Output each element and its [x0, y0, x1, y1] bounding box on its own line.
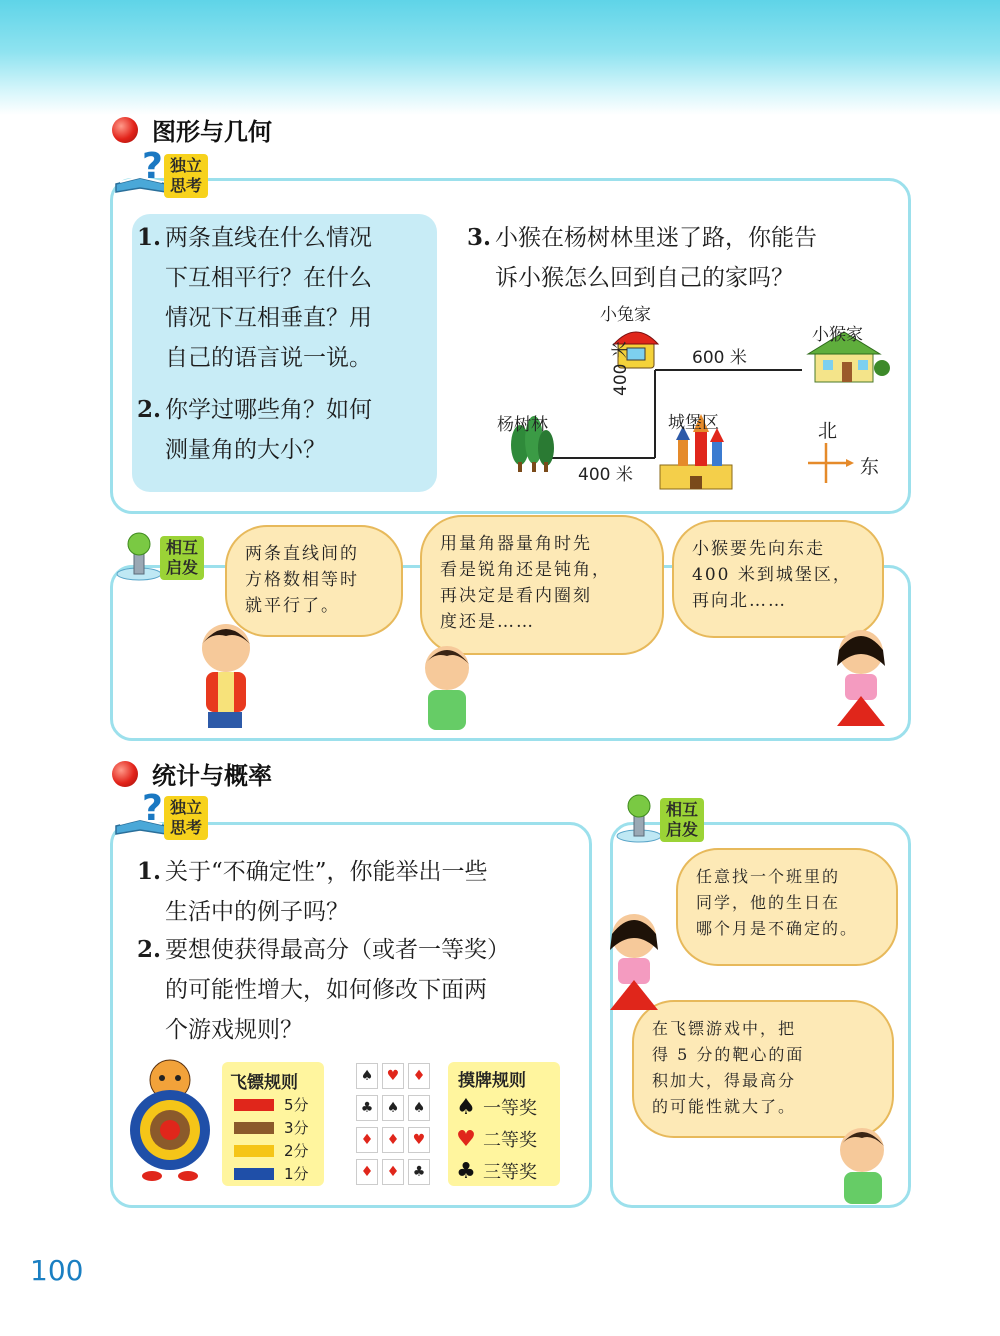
q-line: 两条直线在什么情况: [165, 225, 372, 251]
bubble-line: 度还是……: [440, 612, 535, 632]
boy-character-3: [818, 1122, 904, 1204]
section-heading-geometry: [112, 112, 272, 147]
card-rule-row: [455, 1126, 537, 1152]
question-number: 2.: [137, 936, 162, 963]
q-line: 生活中的例子吗？: [165, 899, 349, 925]
bubble-line: 再决定是看内圈刻: [440, 586, 592, 606]
bubble-line: 得 5 分的靶心的面: [652, 1045, 805, 1064]
badge-line2: 启发: [665, 820, 698, 839]
dart-rules-title: 飞镖规则: [230, 1073, 298, 1093]
question-2: [137, 930, 575, 1050]
heart-icon: ♥: [456, 1126, 476, 1152]
dart-legend-row: [234, 1163, 309, 1184]
prize-label: 三等奖: [483, 1162, 537, 1183]
red-ball-icon: [112, 117, 138, 143]
microphone-icon: [612, 792, 666, 846]
card-diamond-icon: ♦: [382, 1127, 404, 1153]
hint-badge: [612, 792, 704, 846]
speech-bubble-5: [632, 1000, 894, 1138]
card-rules-title: 摸牌规则: [458, 1071, 526, 1091]
boy-character-1: [188, 618, 278, 730]
card-diamond-icon: ♦: [356, 1159, 378, 1185]
color-swatch: [234, 1099, 274, 1111]
color-swatch: [234, 1168, 274, 1180]
dart-score-label: 5分: [284, 1096, 309, 1114]
dart-target-icon: [126, 1058, 214, 1184]
prize-label: 一等奖: [483, 1098, 537, 1119]
color-swatch: [234, 1122, 274, 1134]
question-number: 2.: [137, 396, 162, 423]
label-poplar-forest: 杨树林: [497, 415, 548, 435]
label-east: 东: [860, 456, 880, 478]
question-number: 3.: [467, 224, 492, 251]
q-line: 诉小猴怎么回到自己的家吗？: [495, 265, 794, 291]
red-ball-icon: [112, 761, 138, 787]
question-2: [137, 390, 435, 470]
card-spade-icon: ♠: [382, 1095, 404, 1121]
label-distance-600: 600 米: [692, 348, 747, 368]
card-club-icon: ♣: [356, 1095, 378, 1121]
card-heart-icon: ♥: [382, 1063, 404, 1089]
color-swatch: [234, 1145, 274, 1157]
svg-text:?: ?: [142, 148, 163, 187]
card-spade-icon: ♠: [408, 1095, 430, 1121]
card-diamond-icon: ♦: [408, 1063, 430, 1089]
dart-score-label: 1分: [284, 1165, 309, 1183]
think-badge: [112, 148, 208, 198]
bubble-line: 积加大，得最高分: [652, 1071, 797, 1090]
bubble-line: 就平行了。: [245, 596, 340, 616]
section-heading-statistics: [112, 756, 272, 791]
badge-line2: 思考: [169, 818, 202, 837]
q-line: 自己的语言说一说。: [165, 345, 372, 371]
label-distance-400-vertical: 400 米: [611, 341, 631, 396]
badge-line2: 思考: [169, 176, 202, 195]
dart-score-label: 2分: [284, 1142, 309, 1160]
q-line: 测量角的大小？: [165, 437, 326, 463]
question-3: [467, 218, 895, 298]
q-line: 的可能性增大，如何修改下面两: [165, 977, 487, 1003]
book-question-icon: [112, 790, 170, 840]
label-monkey-house: 小猴家: [812, 325, 863, 345]
badge-line2: 启发: [165, 558, 198, 577]
girl-character: [598, 906, 678, 1014]
label-north: 北: [818, 420, 838, 442]
q-line: 要想使获得最高分（或者一等奖）: [165, 937, 510, 963]
compass-icon: [808, 443, 854, 483]
girl-character: [815, 622, 905, 732]
bubble-line: 哪个月是不确定的。: [696, 919, 859, 938]
section-title: 统计与概率: [152, 762, 272, 790]
card-diamond-icon: ♦: [382, 1159, 404, 1185]
microphone-icon: [112, 530, 166, 584]
q-line: 你学过哪些角？如何: [165, 397, 372, 423]
question-1: [137, 218, 435, 378]
card-grid: [356, 1063, 436, 1183]
book-question-icon: [112, 148, 170, 198]
badge-line1: 独立: [169, 798, 202, 817]
bubble-line: 任意找一个班里的: [696, 867, 841, 886]
bubble-line: 看是锐角还是钝角，: [440, 560, 611, 580]
question-number: 1.: [137, 224, 162, 251]
badge-line1: 相互: [665, 800, 698, 819]
card-club-icon: ♣: [408, 1159, 430, 1185]
dart-legend-row: [234, 1094, 309, 1115]
dart-legend-row: [234, 1117, 309, 1138]
bubble-line: 方格数相等时: [245, 570, 359, 590]
badge-line1: 独立: [169, 156, 202, 175]
card-diamond-icon: ♦: [356, 1127, 378, 1153]
page-number: 100: [30, 1254, 84, 1287]
q-line: 下互相平行？在什么: [165, 265, 372, 291]
top-color-band: [0, 0, 1000, 115]
bubble-line: 小猴要先向东走: [692, 539, 825, 559]
speech-bubble-3: [672, 520, 884, 638]
question-number: 1.: [137, 858, 162, 885]
q-line: 情况下互相垂直？用: [165, 305, 372, 331]
dart-score-label: 3分: [284, 1119, 309, 1137]
bubble-line: 同学，他的生日在: [696, 893, 841, 912]
label-castle: 城堡区: [668, 413, 719, 433]
card-rule-row: [455, 1158, 537, 1184]
bubble-line: 400 米到城堡区，: [692, 565, 852, 585]
think-badge: [112, 790, 208, 840]
card-rule-row: [455, 1094, 537, 1120]
badge-line1: 相互: [165, 538, 198, 557]
club-icon: ♣: [456, 1158, 476, 1184]
q-line: 小猴在杨树林里迷了路，你能告: [495, 225, 817, 251]
bubble-line: 两条直线间的: [245, 544, 359, 564]
bubble-line: 再向北……: [692, 591, 787, 611]
card-spade-icon: ♠: [356, 1063, 378, 1089]
speech-bubble-4: [676, 848, 898, 966]
q-line: 个游戏规则？: [165, 1017, 303, 1043]
bubble-line: 的可能性就大了。: [652, 1097, 797, 1116]
q-line: 关于“不确定性”，你能举出一些: [165, 859, 488, 885]
svg-text:?: ?: [142, 790, 163, 829]
speech-bubble-2: [420, 515, 664, 655]
section-title: 图形与几何: [152, 118, 272, 146]
label-rabbit-house: 小兔家: [600, 305, 651, 325]
bubble-line: 在飞镖游戏中，把: [652, 1019, 797, 1038]
hint-badge: [112, 530, 204, 584]
dart-legend-row: [234, 1140, 309, 1161]
label-distance-400: 400 米: [578, 465, 633, 485]
card-heart-icon: ♥: [408, 1127, 430, 1153]
question-1: [137, 852, 575, 932]
boy-character-2: [402, 640, 502, 732]
bubble-line: 用量角器量角时先: [440, 534, 592, 554]
spade-icon: ♠: [456, 1094, 476, 1120]
prize-label: 二等奖: [483, 1130, 537, 1151]
